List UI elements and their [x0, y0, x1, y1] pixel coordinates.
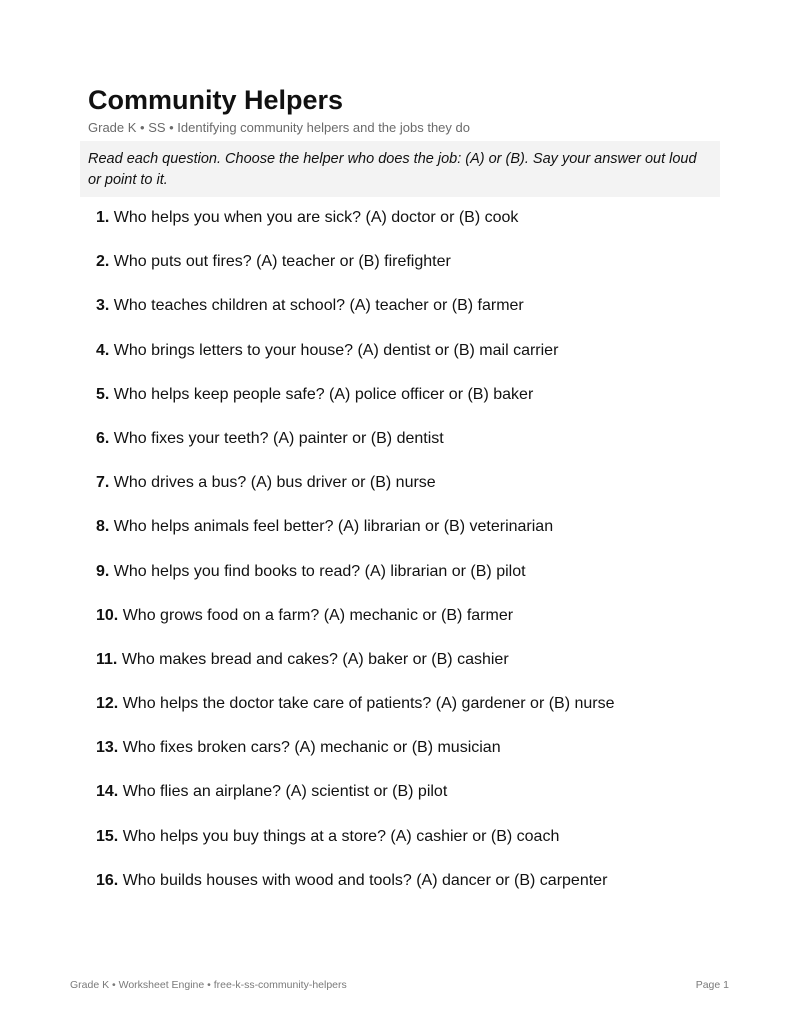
question-item	[96, 472, 615, 516]
question-number: 15.	[96, 827, 119, 845]
question-number: 3.	[96, 297, 110, 315]
question-number: 13.	[96, 739, 119, 757]
question-text: Who helps you find books to read? (A) librarian or (B) pilot	[113, 562, 526, 580]
question-item	[96, 251, 615, 295]
question-text: Who makes bread and cakes? (A) baker or (B) cashier	[121, 650, 509, 668]
instructions-box: Read each question. Choose the helper who does the job: (A) or (B). Say your answer out loud or point to it.	[80, 141, 720, 197]
question-number: 16.	[96, 871, 119, 889]
question-item	[96, 340, 615, 384]
question-text: Who grows food on a farm? (A) mechanic or (B) farmer	[122, 606, 514, 624]
footer-page-number: Page 1	[695, 979, 729, 991]
question-list	[96, 207, 615, 914]
question-number: 2.	[96, 253, 110, 271]
question-number: 6.	[96, 429, 110, 447]
question-item	[96, 428, 615, 472]
question-number: 1.	[96, 209, 110, 226]
question-text: Who fixes broken cars? (A) mechanic or (B) musician	[122, 739, 501, 757]
question-text: Who helps animals feel better? (A) librarian or (B) veterinarian	[113, 518, 554, 536]
question-number: 7.	[96, 474, 110, 492]
question-number: 8.	[96, 518, 110, 536]
question-text: Who builds houses with wood and tools? (A) dancer or (B) carpenter	[122, 871, 608, 889]
footer-worksheet-info: Grade K • Worksheet Engine • free-k-ss-community-helpers	[70, 979, 347, 991]
question-number: 10.	[96, 606, 119, 624]
question-item	[96, 516, 615, 560]
question-text: Who flies an airplane? (A) scientist or (B) pilot	[122, 783, 448, 801]
question-item	[96, 649, 615, 693]
question-item	[96, 693, 615, 737]
question-text: Who fixes your teeth? (A) painter or (B) dentist	[113, 429, 444, 447]
page-title: Community Helpers	[88, 85, 344, 115]
question-text: Who puts out fires? (A) teacher or (B) firefighter	[113, 253, 451, 271]
question-item	[96, 295, 615, 339]
question-text: Who drives a bus? (A) bus driver or (B) nurse	[113, 474, 436, 492]
question-item	[96, 737, 615, 781]
question-number: 11.	[96, 650, 118, 668]
question-item	[96, 561, 615, 605]
question-number: 5.	[96, 385, 110, 403]
question-item	[96, 605, 615, 649]
question-item	[96, 207, 615, 251]
question-text: Who teaches children at school? (A) teacher or (B) farmer	[113, 297, 524, 315]
page-subtitle: Grade K • SS • Identifying community helpers and the jobs they do	[88, 120, 470, 135]
question-item	[96, 781, 615, 825]
question-number: 4.	[96, 341, 110, 359]
question-item	[96, 870, 615, 914]
question-item	[96, 384, 615, 428]
question-item	[96, 826, 615, 870]
question-number: 12.	[96, 695, 119, 713]
question-text: Who helps you buy things at a store? (A) cashier or (B) coach	[122, 827, 560, 845]
question-number: 9.	[96, 562, 110, 580]
question-text: Who helps you when you are sick? (A) doctor or (B) cook	[113, 209, 519, 226]
question-number: 14.	[96, 783, 119, 801]
question-text: Who brings letters to your house? (A) dentist or (B) mail carrier	[113, 341, 559, 359]
question-text: Who helps keep people safe? (A) police officer or (B) baker	[113, 385, 534, 403]
question-text: Who helps the doctor take care of patients? (A) gardener or (B) nurse	[122, 695, 615, 713]
